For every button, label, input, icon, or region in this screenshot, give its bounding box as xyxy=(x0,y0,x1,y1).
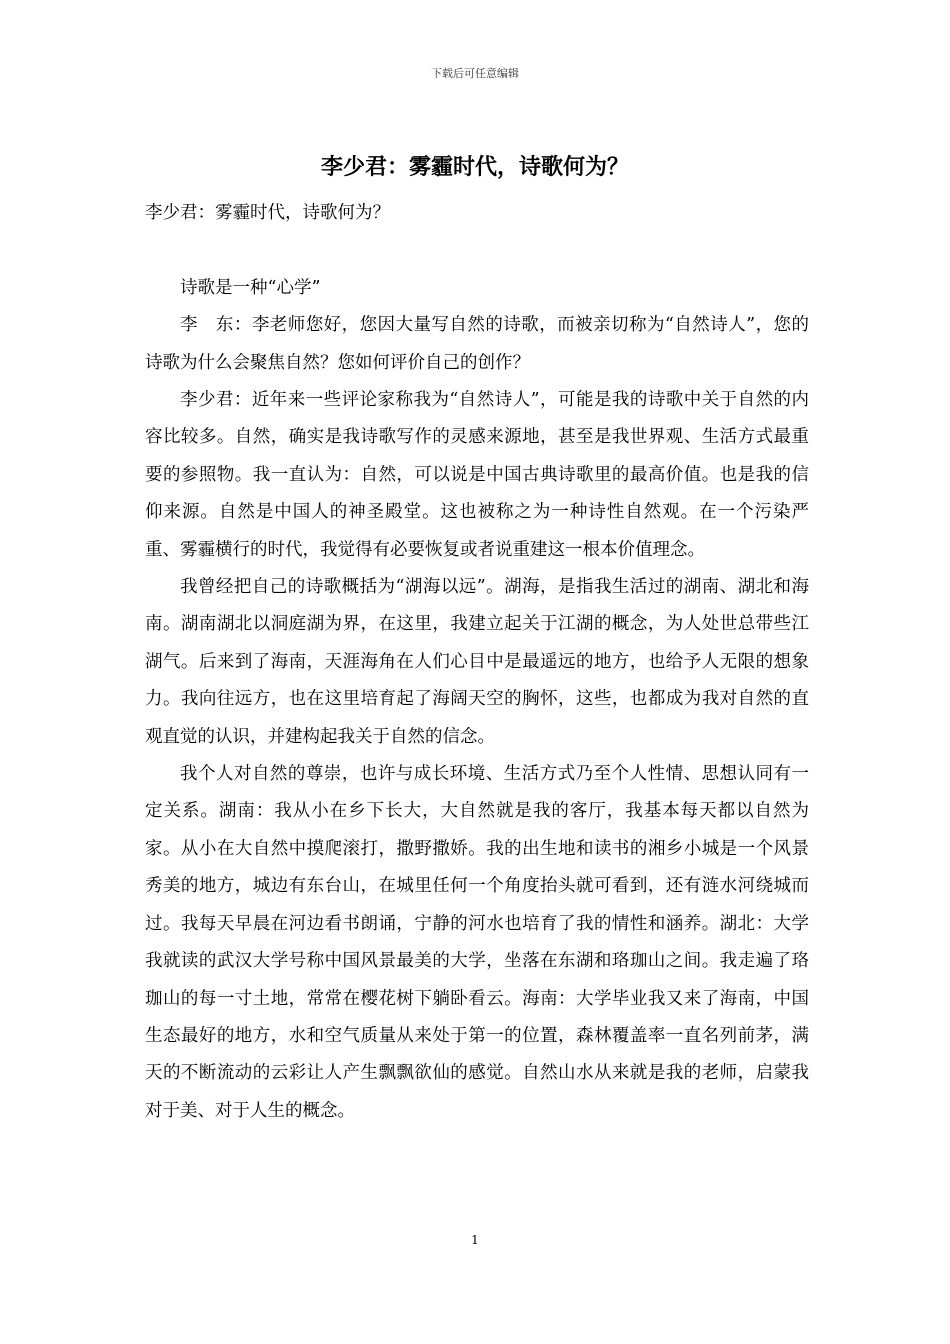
question-paragraph: 李 东：李老师您好，您因大量写自然的诗歌，而被亲切称为“自然诗人”，您的诗歌为什么会聚焦自然？您如何评价自己的创作？ xyxy=(145,315,809,373)
subtitle-paragraph: 李少君：雾霾时代，诗歌何为？ xyxy=(145,203,390,223)
blank-line xyxy=(145,232,809,269)
section-heading: 诗歌是一种“心学” xyxy=(180,277,321,298)
answer-paragraph: 李少君：近年来一些评论家称我为“自然诗人”，可能是我的诗歌中关于自然的内容比较多。自然，确实是我诗歌写作的灵感来源地，甚至是我世界观、生活方式最重要的参照物。我一直认为：自然，可以说是中国古典诗歌里的最高价值。也是我的信仰来源。自然是中国人的神圣殿堂。这也被称之为一种诗性自然观。在一个污染严重、雾霾横行的时代，我觉得有必要恢复或者说重建这一根本价值理念。 xyxy=(145,390,809,560)
body-paragraph: 我个人对自然的尊崇，也许与成长环境、生活方式乃至个人性情、思想认同有一定关系。湖南：我从小在乡下长大，大自然就是我的客厅，我基本每天都以自然为家。从小在大自然中摸爬滚打，撒野撒娇。我的出生地和读书的湘乡小城是一个风景秀美的地方，城边有东台山，在城里任何一个角度抬头就可看到，还有涟水河绕城而过。我每天早晨在河边看书朗诵，宁静的河水也培育了我的情性和涵养。湖北：大学我就读的武汉大学号称中国风景最美的大学，坐落在东湖和珞珈山之间。我走遍了珞珈山的每一寸土地，常常在樱花树下躺卧看云。海南：大学毕业我又来了海南，中国生态最好的地方，水和空气质量从来处于第一的位置，森林覆盖率一直名列前茅，满天的不断流动的云彩让人产生飘飘欲仙的感觉。自然山水从来就是我的老师，启蒙我对于美、对于人生的概念。 xyxy=(145,764,809,1121)
body-paragraph: 我曾经把自己的诗歌概括为“湖海以远”。湖海，是指我生活过的湖南、湖北和海南。湖南湖北以洞庭湖为界，在这里，我建立起关于江湖的概念，为人处世总带些江湖气。后来到了海南，天涯海角在人们心目中是最遥远的地方，也给予人无限的想象力。我向往远方，也在这里培育起了海阔天空的胸怀，这些，也都成为我对自然的直观直觉的认识，并建构起我关于自然的信念。 xyxy=(145,577,809,747)
document-title: 李少君：雾霾时代，诗歌何为？ xyxy=(320,154,629,180)
page-header: 下载后可任意编辑 xyxy=(431,67,519,80)
document-body xyxy=(145,195,809,1130)
page-number: 1 xyxy=(471,1233,479,1247)
